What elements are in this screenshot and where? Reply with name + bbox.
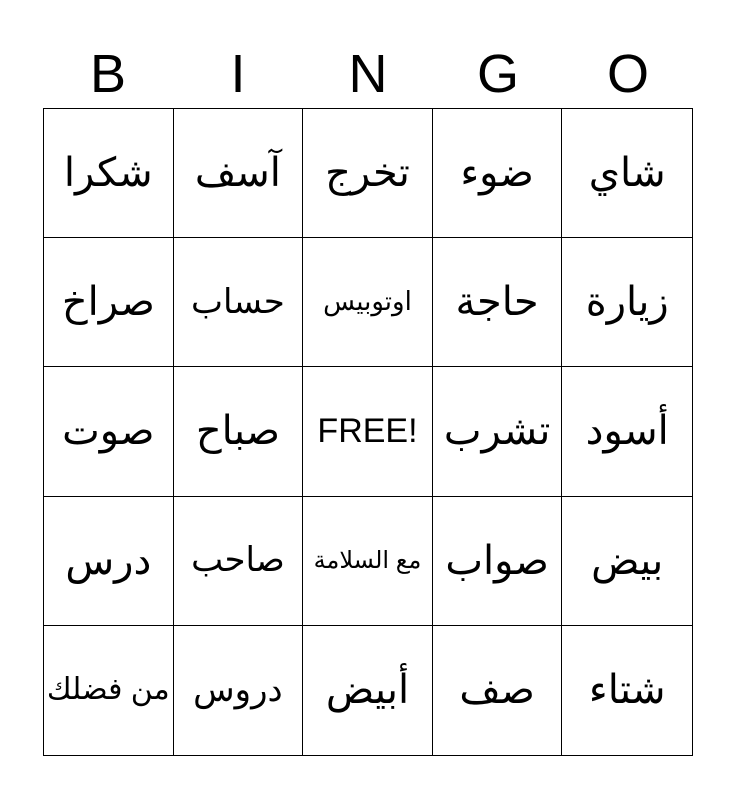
cell-word: دروس — [193, 670, 283, 709]
bingo-cell[interactable] — [433, 626, 563, 755]
bingo-cell[interactable] — [433, 367, 563, 496]
cell-word: شكرا — [63, 151, 153, 196]
cell-word: شاي — [588, 151, 666, 196]
bingo-cell[interactable] — [44, 238, 174, 367]
bingo-cell[interactable] — [303, 497, 433, 626]
header-letter-g: G — [476, 44, 519, 104]
bingo-cell[interactable] — [174, 109, 304, 238]
cell-word: شتاء — [588, 668, 666, 713]
cell-word: صباح — [195, 409, 280, 454]
cell-word: صراخ — [61, 280, 155, 325]
bingo-cell[interactable] — [562, 367, 692, 496]
bingo-cell[interactable] — [303, 626, 433, 755]
header-letter-n: N — [348, 44, 388, 104]
bingo-cell[interactable] — [44, 626, 174, 755]
bingo-cell[interactable] — [174, 626, 304, 755]
cell-word: حاجة — [455, 280, 539, 325]
cell-word: صواب — [445, 538, 549, 583]
bingo-board — [43, 108, 693, 756]
cell-word: آسف — [194, 151, 281, 196]
bingo-cell[interactable] — [44, 497, 174, 626]
bingo-cell[interactable] — [562, 238, 692, 367]
bingo-cell[interactable] — [44, 367, 174, 496]
cell-word: أبيض — [325, 668, 410, 713]
header-letter-o: O — [606, 44, 649, 104]
cell-word: ضوء — [460, 151, 534, 196]
free-space-cell[interactable] — [303, 367, 433, 496]
cell-word: أسود — [585, 409, 669, 454]
bingo-cell[interactable] — [174, 497, 304, 626]
cell-word: مع السلامة — [313, 546, 422, 574]
bingo-cell[interactable] — [433, 497, 563, 626]
bingo-cell[interactable] — [174, 238, 304, 367]
cell-word: صوت — [62, 409, 155, 454]
bingo-cell[interactable] — [562, 497, 692, 626]
cell-word: بيض — [591, 538, 664, 583]
bingo-cell[interactable] — [562, 626, 692, 755]
bingo-cell[interactable] — [303, 109, 433, 238]
cell-word: تشرب — [443, 409, 551, 454]
cell-word: صف — [459, 668, 535, 713]
bingo-header — [43, 40, 693, 108]
cell-word: صاحب — [191, 541, 285, 580]
cell-word: تخرج — [325, 151, 410, 196]
cell-word: حساب — [191, 282, 285, 321]
cell-word: زيارة — [585, 280, 669, 325]
cell-word: من فضلك — [46, 673, 170, 707]
header-letter-i: I — [230, 44, 246, 104]
bingo-cell[interactable] — [433, 238, 563, 367]
bingo-cell[interactable] — [433, 109, 563, 238]
header-letter-b: B — [89, 44, 127, 104]
bingo-cell[interactable] — [44, 109, 174, 238]
bingo-cell[interactable] — [562, 109, 692, 238]
cell-word: اوتوبيس — [323, 286, 412, 317]
bingo-cell[interactable] — [303, 238, 433, 367]
free-space-label: FREE! — [317, 411, 418, 450]
cell-word: درس — [65, 538, 152, 583]
bingo-cell[interactable] — [174, 367, 304, 496]
